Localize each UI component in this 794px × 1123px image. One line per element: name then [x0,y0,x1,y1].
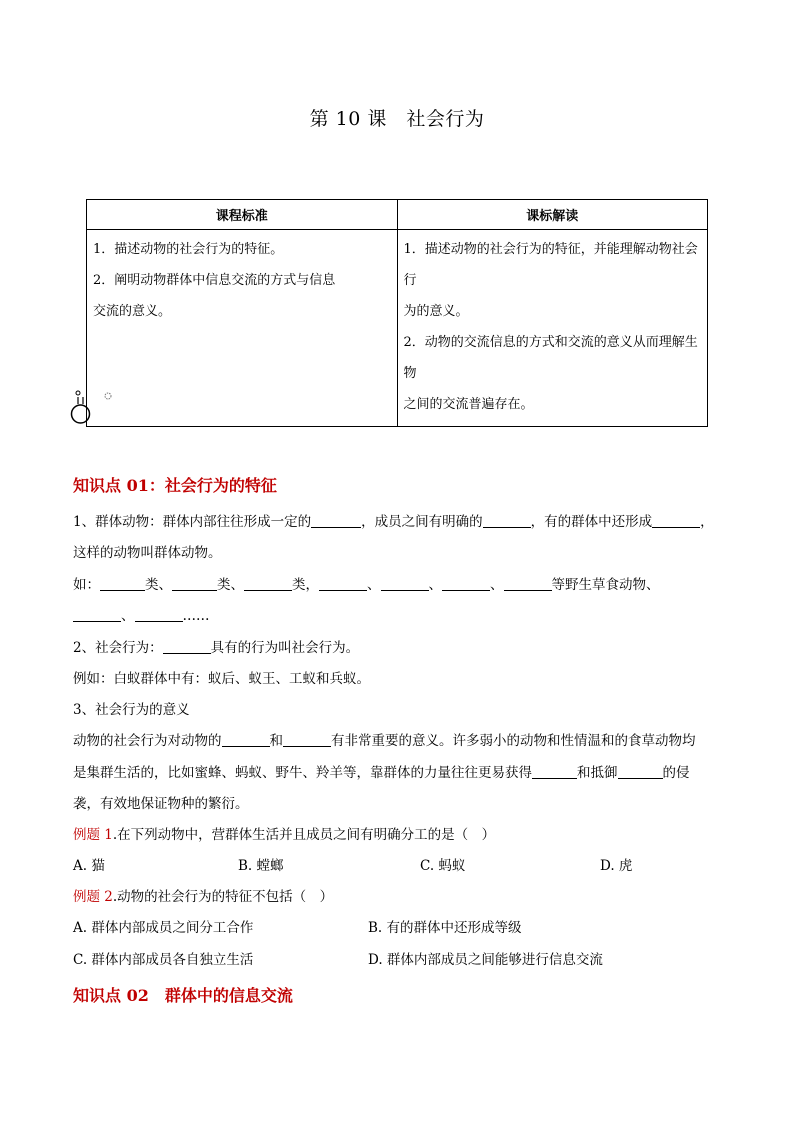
example-1-option-b: B. 螳螂 [238,858,284,874]
text-line [73,636,359,656]
example-1-option-a: A. 猫 [73,858,105,874]
cell-line: 为的意义。 [403,304,469,319]
fill-blank[interactable] [222,732,270,747]
standard-interpretation-cell [397,230,708,427]
cell-line: 1．描述动物的社会行为的特征。 [93,242,284,257]
text-line [73,761,690,781]
flask-icon [70,390,120,426]
fill-blank[interactable] [319,576,367,591]
text-span: 有非常重要的意义。许多弱小的动物和性情温和的食草动物均 [331,733,696,749]
example-1-option-d: D. 虎 [600,858,633,874]
fill-blank[interactable] [504,576,552,591]
fill-blank[interactable] [283,732,331,747]
curriculum-standards-table [86,199,708,427]
text-span: 动物的社会行为对动物的 [73,733,222,749]
example-2-option-b: B. 有的群体中还形成等级 [368,920,522,936]
text-span: ， [700,514,714,530]
text-span: 的侵 [662,765,690,781]
header-course-standard: 课程标准 [87,200,398,230]
text-span: 、 [121,608,135,624]
text-span: 和抵御 [577,765,618,781]
text-span: ，成员之间有明确的 [361,514,483,530]
fill-blank[interactable] [311,513,361,528]
fill-blank[interactable] [135,607,183,622]
example-2-option-d: D. 群体内部成员之间能够进行信息交流 [368,952,603,968]
example-2-option-a: A. 群体内部成员之间分工合作 [73,920,254,936]
section-heading-01: 知识点 01：社会行为的特征 [73,476,277,495]
text-line: 3、社会行为的意义 [73,702,190,718]
text-span: 具有的行为叫社会行为。 [210,640,360,656]
example-1-option-c: C. 蚂蚁 [420,858,466,874]
section-heading-02: 知识点 02 群体中的信息交流 [73,986,293,1005]
text-span: 类， [292,577,319,593]
cell-line: 1．描述动物的社会行为的特征，并能理解动物社会行 [403,242,698,288]
fill-blank[interactable] [244,576,292,591]
text-span: 2、社会行为： [73,640,163,656]
cell-line: 之间的交流普遍存在。 [403,397,534,412]
cell-line: 交流的意义。 [93,304,172,319]
text-line [73,510,714,530]
fill-blank[interactable] [381,576,429,591]
lesson-title: 第 10 课 社会行为 [309,108,485,130]
example-1-question [73,823,495,843]
fill-blank[interactable] [532,764,577,779]
text-span: 、 [367,577,381,593]
cell-line: 2．阐明动物群体中信息交流的方式与信息 [93,273,336,288]
text-span: 、 [490,577,504,593]
fill-blank[interactable] [163,639,211,654]
text-line: 袭，有效地保证物种的繁衍。 [73,796,249,812]
text-line: 例如：白蚁群体中有：蚁后、蚁王、工蚁和兵蚁。 [73,671,370,687]
text-span: ，有的群体中还形成 [530,514,653,530]
text-span: 类、 [217,577,244,593]
text-span: 类、 [145,577,172,593]
text-span: 、 [428,577,442,593]
fill-blank[interactable] [73,607,121,622]
course-standard-cell [87,230,398,427]
text-span: 和 [269,733,283,749]
text-line [73,573,660,593]
table-header-row [87,200,708,230]
question-text: .在下列动物中，营群体生活并且成员之间有明确分工的是（ ） [112,827,496,843]
text-span: …… [182,608,210,624]
fill-blank[interactable] [652,513,700,528]
header-standard-interpretation: 课标解读 [397,200,708,230]
fill-blank[interactable] [100,576,145,591]
text-line [73,729,696,749]
fill-blank[interactable] [172,576,217,591]
example-2-question [73,885,333,905]
example-2-option-c: C. 群体内部成员各自独立生活 [73,952,254,968]
text-span: 1、群体动物：群体内部往往形成一定的 [73,514,312,530]
cell-line: 2．动物的交流信息的方式和交流的意义从而理解生物 [403,335,698,381]
example-label: 例题 2 [73,889,113,905]
text-span: 等野生草食动物、 [551,577,660,593]
fill-blank[interactable] [442,576,490,591]
text-line [73,604,210,624]
table-row [87,230,708,427]
text-line: 这样的动物叫群体动物。 [73,545,222,561]
example-label: 例题 1 [73,827,113,843]
text-span: 如： [73,577,100,593]
question-text: .动物的社会行为的特征不包括（ ） [112,889,334,905]
fill-blank[interactable] [483,513,531,528]
text-span: 是集群生活的，比如蜜蜂、蚂蚁、野牛、羚羊等，靠群体的力量往往更易获得 [73,765,532,781]
fill-blank[interactable] [618,764,663,779]
